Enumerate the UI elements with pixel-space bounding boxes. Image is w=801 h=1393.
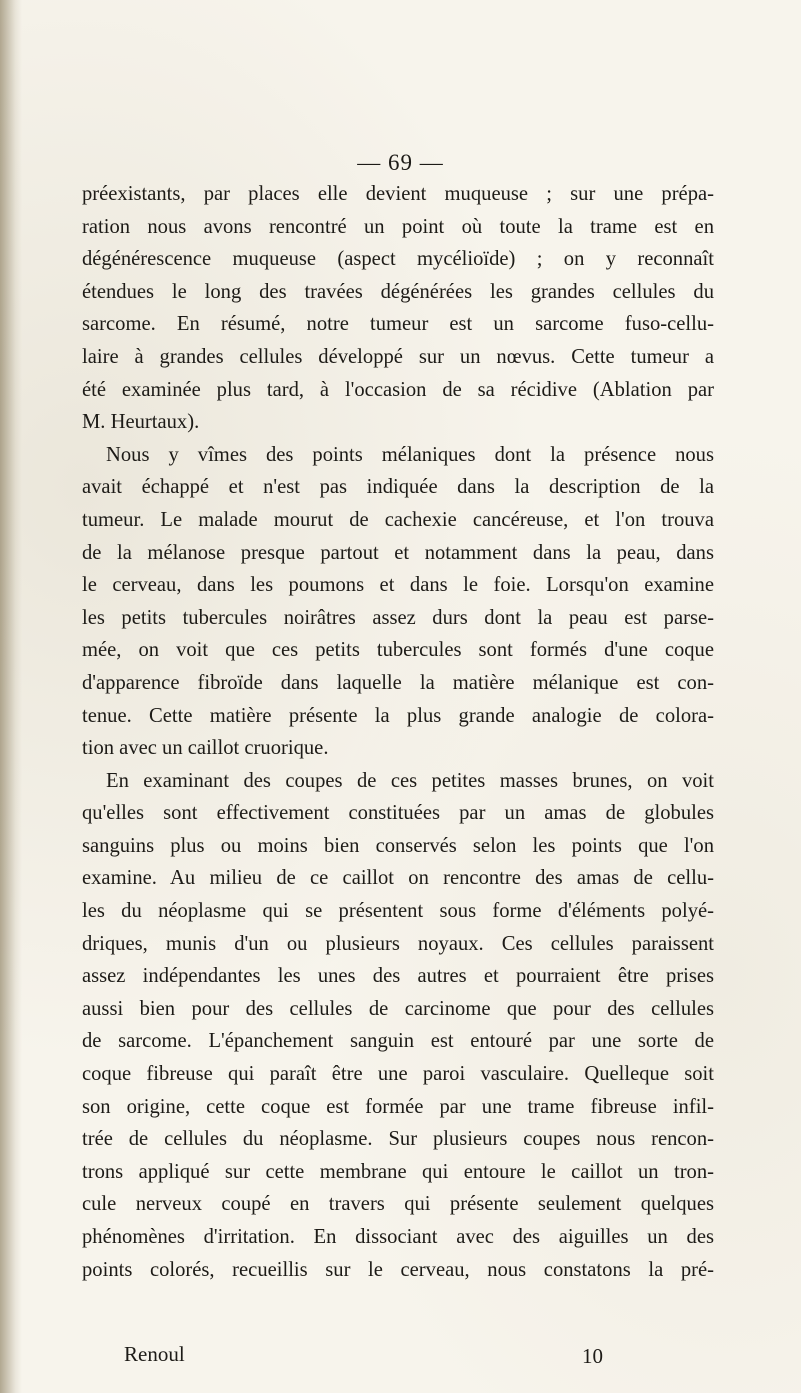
text-line: points colorés, recueillis sur le cerveau, nous constatons la pré- — [82, 1258, 714, 1281]
text-line: cule nerveux coupé en travers qui présente seulement quelques — [82, 1193, 714, 1216]
sheet-number: 10 — [582, 1344, 603, 1368]
text-line: dégénérescence muqueuse (aspect mycélioïde) ; on y reconnaît — [82, 248, 714, 271]
text-line: coque fibreuse qui paraît être une paroi vasculaire. Quelleque soit — [82, 1063, 714, 1086]
text-line: tumeur. Le malade mourut de cachexie cancéreuse, et l'on trouva — [82, 508, 714, 531]
text-line: les du néoplasme qui se présentent sous forme d'éléments polyé- — [82, 900, 714, 923]
text-line: avait échappé et n'est pas indiquée dans la description de la — [82, 476, 714, 499]
text-line: le cerveau, dans les poumons et dans le foie. Lorsqu'on examine — [82, 574, 714, 597]
text-line: phénomènes d'irritation. En dissociant avec des aiguilles un des — [82, 1226, 714, 1248]
text-line: été examinée plus tard, à l'occasion de sa récidive (Ablation par — [82, 378, 714, 401]
text-line: driques, munis d'un ou plusieurs noyaux. Ces cellules paraissent — [82, 932, 714, 955]
text-line: ration nous avons rencontré un point où toute la trame est en — [82, 215, 714, 238]
text-line: assez indépendantes les unes des autres et pourraient être prises — [82, 965, 714, 988]
text-line: préexistants, par places elle devient muqueuse ; sur une prépa- — [82, 183, 714, 205]
text-line: tion avec un caillot cruorique. — [82, 737, 329, 760]
text-line: M. Heurtaux). — [82, 411, 200, 434]
text-line: aussi bien pour des cellules de carcinome que pour des cellules — [82, 997, 714, 1020]
text-line: d'apparence fibroïde dans laquelle la matière mélanique est con- — [82, 671, 714, 694]
binding-shadow — [0, 0, 22, 1393]
text-line: tenue. Cette matière présente la plus grande analogie de colora- — [82, 704, 714, 727]
page-number: — 69 — — [357, 150, 444, 175]
text-line: laire à grandes cellules développé sur un nœvus. Cette tumeur a — [82, 345, 714, 368]
text-line: qu'elles sont effectivement constituées par un amas de globules — [82, 802, 714, 825]
text-line: de sarcome. L'épanchement sanguin est entouré par une sorte de — [82, 1030, 714, 1053]
text-line: trons appliqué sur cette membrane qui entoure le caillot un tron- — [82, 1160, 714, 1183]
text-line: étendues le long des travées dégénérées les grandes cellules du — [82, 280, 714, 303]
text-line: sarcome. En résumé, notre tumeur est un sarcome fuso-cellu- — [82, 313, 714, 336]
text-line: trée de cellules du néoplasme. Sur plusieurs coupes nous rencon- — [82, 1128, 714, 1151]
text-line: les petits tubercules noirâtres assez durs dont la peau est parse- — [82, 606, 714, 629]
text-line: sanguins plus ou moins bien conservés selon les points que l'on — [82, 834, 714, 857]
text-line: de la mélanose presque partout et notamment dans la peau, dans — [82, 541, 714, 564]
body-text — [82, 178, 714, 1286]
text-line: Nous y vîmes des points mélaniques dont la présence nous — [106, 443, 714, 466]
text-line: mée, on voit que ces petits tubercules sont formés d'une coque — [82, 639, 714, 662]
text-line: examine. Au milieu de ce caillot on rencontre des amas de cellu- — [82, 867, 714, 890]
text-line: En examinant des coupes de ces petites masses brunes, on voit — [106, 769, 714, 792]
signature-mark: Renoul — [124, 1342, 185, 1366]
text-line: son origine, cette coque est formée par une trame fibreuse infil- — [82, 1095, 714, 1118]
